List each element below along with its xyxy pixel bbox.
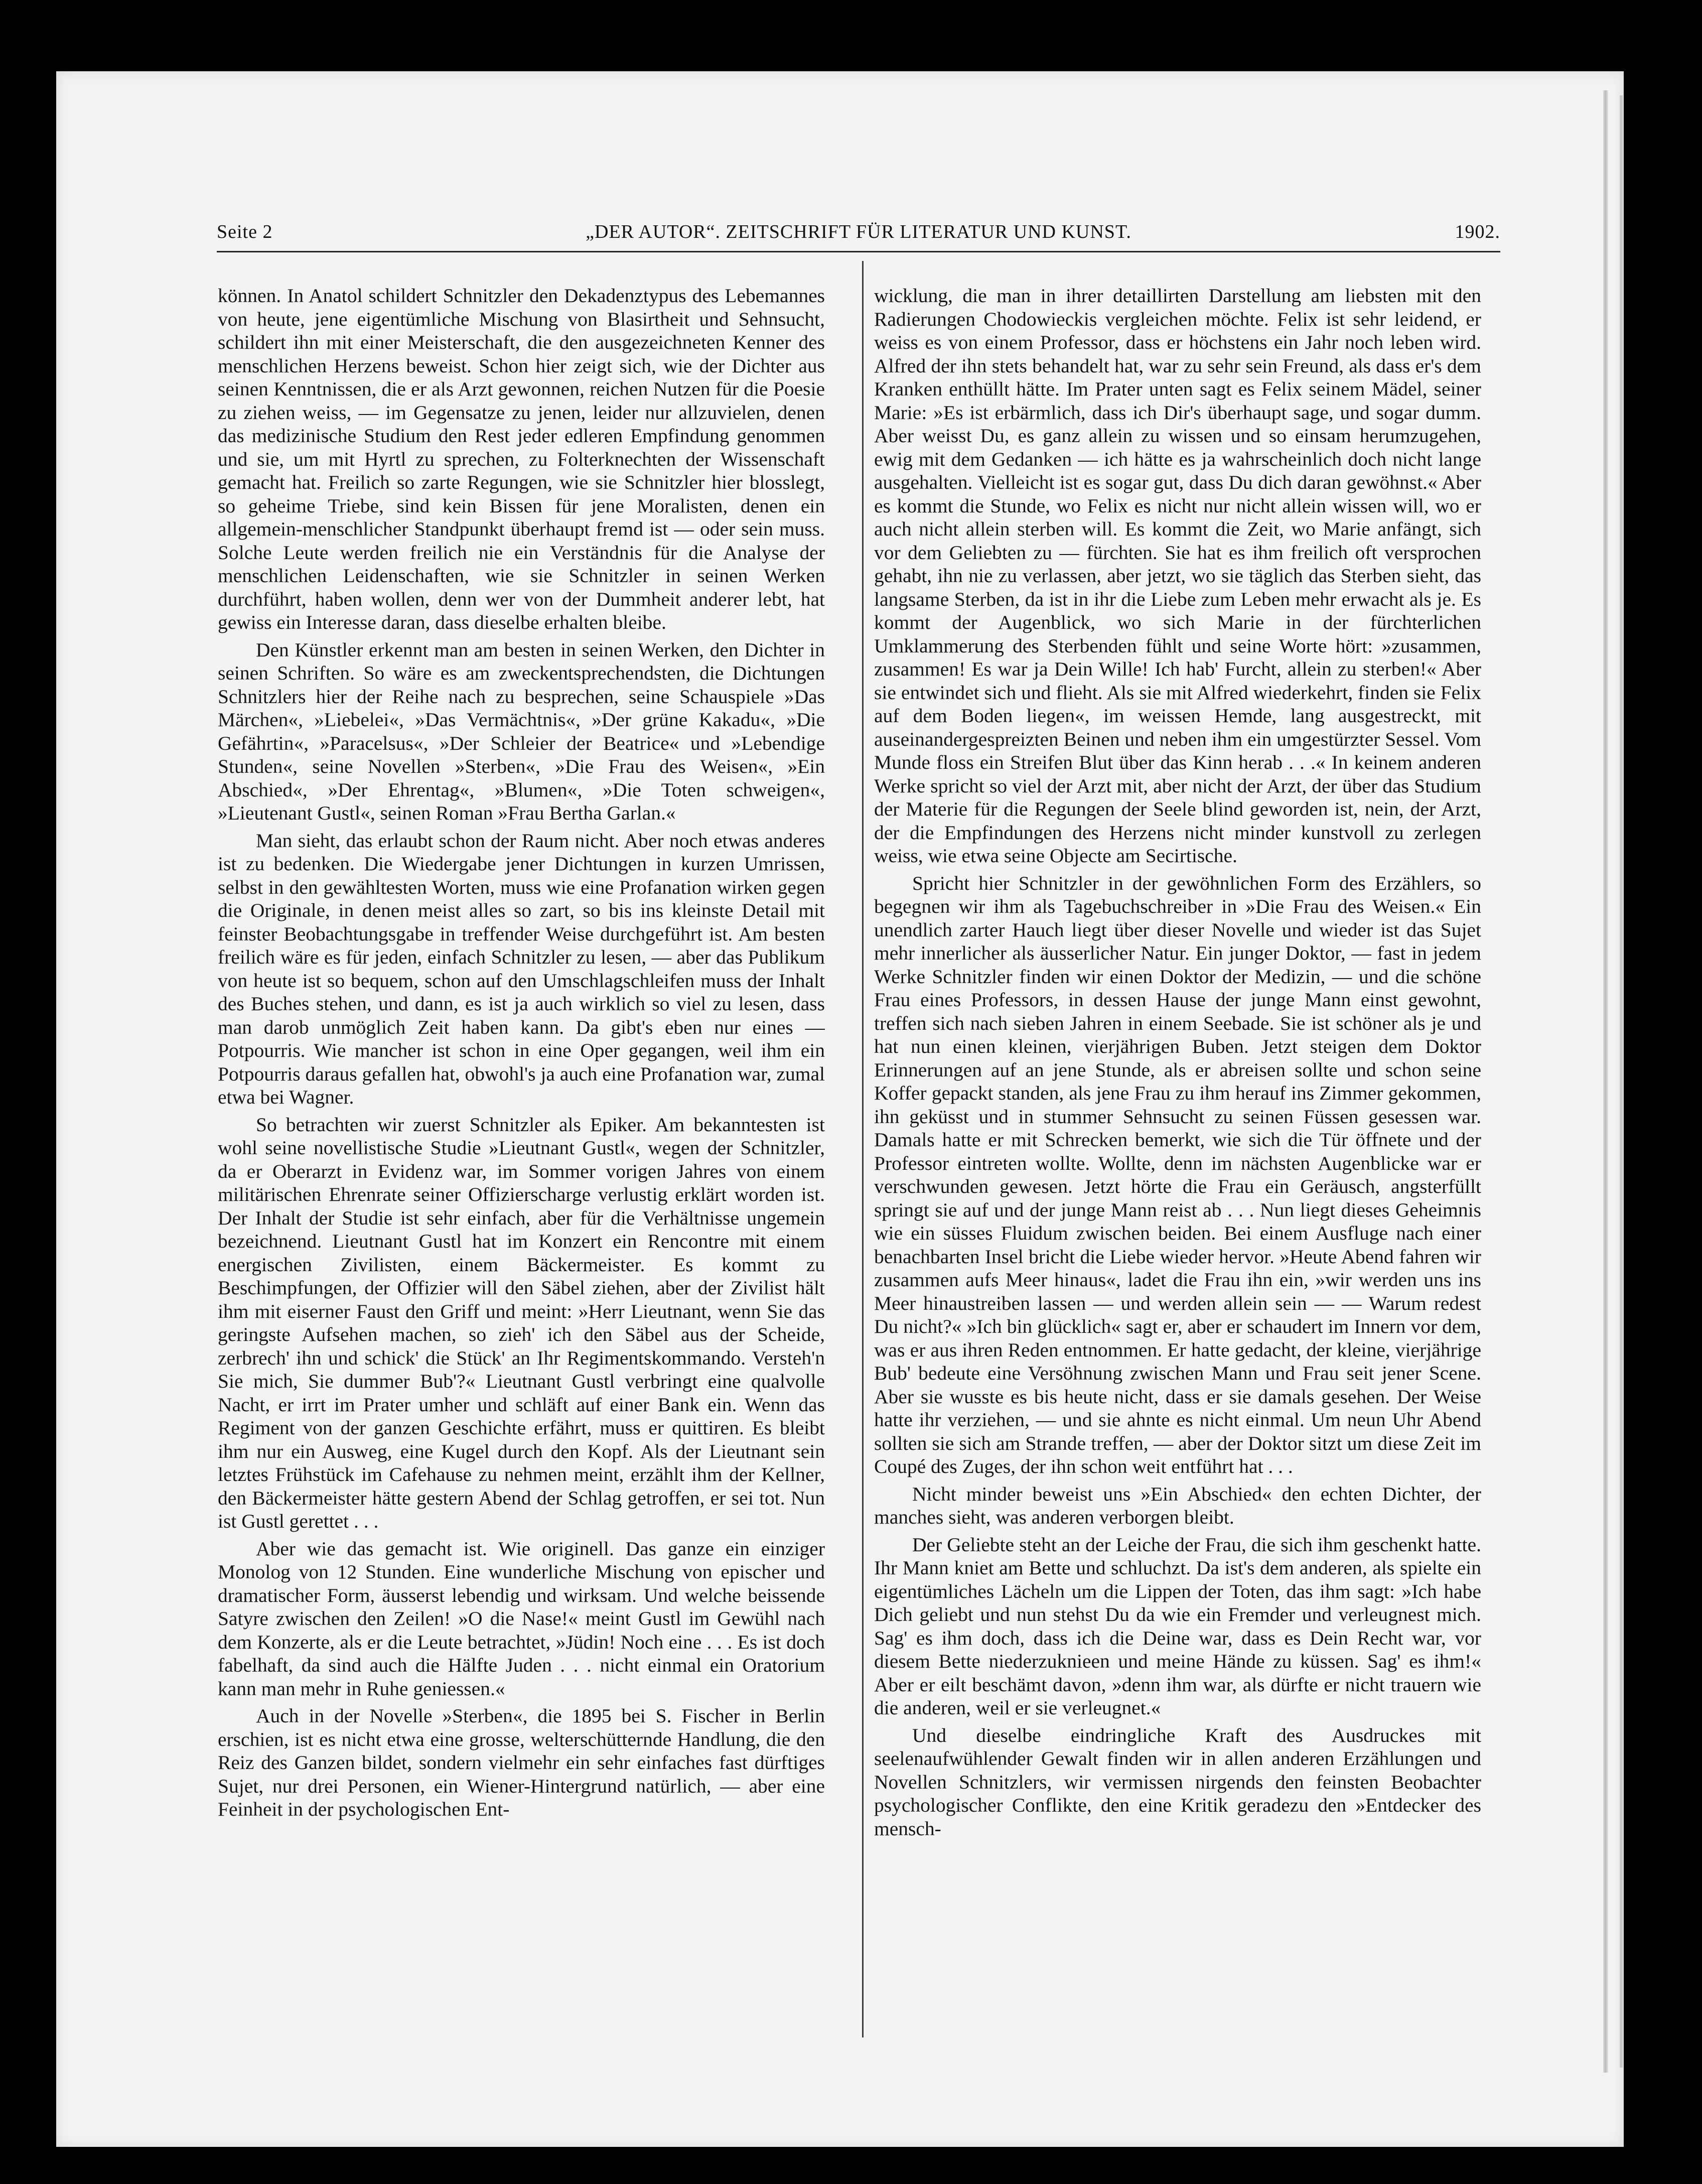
paragraph: Nicht minder beweist uns »Ein Abschied« den echten Dichter, der manches sieht, was anderen verborgen bleibt. [874,1482,1481,1528]
paragraph: wicklung, die man in ihrer detaillirten Darstellung am liebsten mit den Radierungen Chodowieckis vergleichen möchte. Felix ist sehr leidend, er weiss es von einem Professor, dass er höchstens ein Jahr noch leben wird. Alfred der ihn stets behandelt hat, war zu sehr sein Freund, als dass er's dem Kranken enthüllt hätte. Im Prater unten sagt es Felix seinem Mädel, seiner Marie: »Es ist erbärmlich, dass ich Dir's überhaupt sage, und sogar dumm. Aber weisst Du, es ganz allein zu wissen und so einsam herumzugehen, ewig mit dem Gedanken — ich hätte es ja wahrscheinlich doch nicht lange ausgehalten. Vielleicht ist es sogar gut, dass Du dich daran gewöhnst.« Aber es kommt die Stunde, wo Felix es nicht nur nicht allein wissen will, wo er auch nicht allein sterben will. Es kommt die Zeit, wo Marie anfängt, sich vor dem Geliebten zu — fürchten. Sie hat es ihm freilich oft versprochen gehabt, ihn nie zu verlassen, aber jetzt, wo sie täglich das Sterben sieht, das langsame Sterben, da ist in ihr die Liebe zum Leben mehr erwacht als je. Es kommt der Augenblick, wo sich Marie in der fürchterlichen Umklammerung des Sterbenden fühlt und seine Worte hört: »zusammen, zusammen! Es war ja Dein Wille! Ich hab' Furcht, allein zu sterben!« Aber sie entwindet sich und flieht. Als sie mit Alfred wiederkehrt, finden sie Felix auf dem Boden liegen«, im weissen Hemde, lang ausgestreckt, mit auseinandergespreizten Beinen und neben ihm ein umgestürzter Sessel. Vom Munde floss ein Streifen Blut über das Kinn herab . . .« In keinem anderen Werke spricht so viel der Arzt mit, aber nicht der Arzt, der über das Studium der Materie für die Regungen der Seele blind geworden ist, nein, der Arzt, der die Empfindungen des Herzens nicht minder kunstvoll zu zerlegen weiss, wie etwa seine Objecte am Secirtische. [874,285,1481,867]
paragraph: Und dieselbe eindringliche Kraft des Ausdruckes mit seelenaufwühlender Gewalt finden wir in allen anderen Erzählungen und Novellen Schnitzlers, wir vermissen nirgends den feinsten Beobachter psychologischer Conflikte, den eine Kritik geradezu den »Entdecker des mensch- [874,1724,1481,1840]
journal-title: „DER AUTOR“. ZEITSCHRIFT FÜR LITERATUR UND KUNST. [586,221,1131,242]
page-number: Seite 2 [217,221,273,242]
paragraph: Spricht hier Schnitzler in der gewöhnlichen Form des Erzählers, so begegnen wir ihm als Tagebuchschreiber in »Die Frau des Weisen.« Ein unendlich zarter Hauch liegt über dieser Novelle und wieder ist das Sujet mehr innerlicher als äusserlicher Natur. Ein junger Doktor, — fast in jedem Werke Schnitzler finden wir einen Doktor der Medizin, — und die schöne Frau eines Professors, in dessen Hause der junge Mann einst gewohnt, treffen sich nach sieben Jahren in einem Seebade. Sie ist schöner als je und hat nun einen kleinen, vierjährigen Buben. Jetzt steigen dem Doktor Erinnerungen auf an jene Stunde, als er abreisen sollte und schon seine Koffer gepackt standen, als jene Frau zu ihm herauf ins Zimmer gekommen, ihn geküsst und in stummer Sehnsucht zu seinen Füssen gesessen war. Damals hatte er mit Schrecken bemerkt, wie sich die Tür öffnete und der Professor eintreten wollte. Wollte, denn im nächsten Augenblicke war er verschwunden gewesen. Jetzt hörte die Frau ein Geräusch, angsterfüllt springt sie auf und der junge Mann reist ab . . . Nun liegt dieses Geheimnis wie ein süsses Fluidum zwischen beiden. Bei einem Ausfluge nach einer benachbarten Insel bricht die Liebe wieder hervor. »Heute Abend fahren wir zusammen aufs Meer hinaus«, ladet die Frau ihn ein, »wir werden uns ins Meer hinaustreiben lassen — und werden allein sein — — Warum redest Du nicht?« »Ich bin glücklich« sagt er, aber er schaudert im Innern vor dem, was er aus ihren Reden entnommen. Er hatte gedacht, der kleine, vierjährige Bub' bedeute eine Versöhnung zwischen Mann und Frau seit jener Scene. Aber sie wusste es bis heute nicht, dass er sie damals gesehen. Der Weise hatte ihr verziehen, — und sie ahnte es nicht einmal. Um neun Uhr Abend sollten sie sich am Strande treffen, — aber der Doktor sitzt um diese Zeit im Coupé des Zuges, der ihn schon weit entführt hat . . . [874,872,1481,1477]
page-edge-shadow [1603,90,1608,2073]
publication-year: 1902. [1455,221,1500,242]
column-divider [862,261,864,2037]
header-rule [217,251,1500,252]
paragraph: So betrachten wir zuerst Schnitzler als Epiker. Am bekanntesten ist wohl seine novellistische Studie »Lieutnant Gustl«, wegen der Schnitzler, da er Oberarzt in Evidenz war, im Sommer vorigen Jahres von einem militärischen Ehrenrate seiner Offizierscharge verlustig erklärt worden ist. Der Inhalt der Studie ist sehr einfach, aber für die Verhältnisse ungemein bezeichnend. Lieutnant Gustl hat im Konzert ein Rencontre mit einem energischen Zivilisten, einem Bäckermeister. Es kommt zu Beschimpfungen, der Offizier will den Säbel ziehen, aber der Zivilist hält ihm mit eiserner Faust den Griff und meint: »Herr Lieutnant, wenn Sie das geringste Aufsehen machen, so zieh' ich den Säbel aus der Scheide, zerbrech' ihn und schick' die Stück' an Ihr Regimentskommando. Versteh'n Sie mich, Sie dummer Bub'?« Lieutnant Gustl verbringt eine qualvolle Nacht, er irrt im Prater umher und schläft auf einer Bank ein. Wenn das Regiment von der ganzen Geschichte erfährt, muss er quittiren. Es bleibt ihm nur ein Ausweg, eine Kugel durch den Kopf. Als der Lieutnant sein letztes Frühstück im Cafehause zu nehmen meint, erzählt ihm der Kellner, den Bäckermeister hätte gestern Abend der Schlag getroffen, er sei tot. Nun ist Gustl gerettet . . . [218,1113,825,1532]
paragraph: Aber wie das gemacht ist. Wie originell. Das ganze ein einziger Monolog von 12 Stunden. Eine wunderliche Mischung von epischer und dramatischer Form, äusserst lebendig und wirksam. Und welche beissende Satyre zwischen den Zeilen! »O die Nase!« meint Gustl im Gewühl nach dem Konzerte, als er die Leute betrachtet, »Jüdin! Noch eine . . . Es ist doch fabelhaft, da sind auch die Hälfte Juden . . . nicht einmal ein Oratorium kann man mehr in Ruhe geniessen.« [218,1537,825,1700]
paragraph: Der Geliebte steht an der Leiche der Frau, die sich ihm geschenkt hatte. Ihr Mann kniet am Bette und schluchzt. Da ist's dem anderen, als spielte ein eigentümliches Lächeln um die Lippen der Toten, das ihm sagt: »Ich habe Dich geliebt und nun stehst Du da wie ein Fremder und verleugnest mich. Sag' es ihm doch, dass ich die Deine war, dass es Dein Recht war, vor diesem Bette niederzuknieen und meine Hände zu küssen. Sag' es ihm!« Aber er eilt beschämt davon, »denn ihm war, als dürfte er nicht trauern wie die anderen, weil er sie verleugnet.« [874,1533,1481,1719]
right-column [874,284,1481,2025]
paragraph: Den Künstler erkennt man am besten in seinen Werken, den Dichter in seinen Schriften. So wäre es am zweckentsprechendsten, die Dichtungen Schnitzlers hier der Reihe nach zu besprechen, seine Schauspiele »Das Märchen«, »Liebelei«, »Das Vermächtnis«, »Der grüne Kakadu«, »Die Gefährtin«, »Paracelsus«, »Der Schleier der Beatrice« und »Lebendige Stunden«, seine Novellen »Sterben«, »Die Frau des Weisen«, »Ein Abschied«, »Der Ehrentag«, »Blumen«, »Die Toten schweigen«, »Lieutenant Gustl«, seinen Roman »Frau Bertha Garlan.« [218,638,825,824]
paragraph: Auch in der Novelle »Sterben«, die 1895 bei S. Fischer in Berlin erschien, ist es nicht etwa eine grosse, welterschütternde Handlung, die den Reiz des Ganzen bildet, sondern vielmehr ein sehr einfaches fast dürftiges Sujet, nur drei Personen, ein Wiener-Hintergrund natürlich, — aber eine Feinheit in der psychologischen Ent- [218,1705,825,1820]
running-header [217,221,1500,251]
paragraph: können. In Anatol schildert Schnitzler den Dekadenztypus des Lebemannes von heute, jene eigentümliche Mischung von Blasirtheit und Sehnsucht, schildert ihn mit einer Meisterschaft, die den ausgezeichneten Kenner des menschlichen Herzens beweist. Schon hier zeigt sich, wie der Dichter aus seinen Kenntnissen, die er als Arzt gewonnen, reichen Nutzen für die Poesie zu ziehen weiss, — im Gegensatze zu jenen, leider nur allzuvielen, denen das medizinische Studium den Rest jeder edleren Empfindung genommen und sie, um mit Hyrtl zu sprechen, zu Folterknechten der Wissenschaft gemacht hat. Freilich so zarte Regungen, wie sie Schnitzler hier blosslegt, so geheime Triebe, sind kein Bissen für jene Moralisten, denen ein allgemein-menschlicher Standpunkt überhaupt fremd ist — oder sein muss. Solche Leute werden freilich nie ein Verständnis für die Analyse der menschlichen Leidenschaften, wie sie Schnitzler in seinen Werken durchführt, haben wollen, denn wer von der Dummheit anderer lebt, hat gewiss ein Interesse daran, dass dieselbe erhalten bleibe. [218,285,825,633]
left-column [218,284,825,2025]
paragraph: Man sieht, das erlaubt schon der Raum nicht. Aber noch etwas anderes ist zu bedenken. Die Wiedergabe jener Dichtungen in kurzen Umrissen, selbst in den gewähltesten Worten, muss wie eine Profanation wirken gegen die Originale, in denen meist alles so zart, so bis ins kleinste Detail mit feinster Beobachtungsgabe in treffender Weise durchgeführt ist. Am besten freilich wäre es für jeden, einfach Schnitzler zu lesen, — aber das Publikum von heute ist so bequem, schon auf den Umschlagschleifen muss der Inhalt des Buches stehen, und dann, es ist ja auch wirklich so viel zu lesen, dass man darob unmöglich Zeit haben kann. Da gibt's eben nur eines — Potpourris. Wie mancher ist schon in eine Oper gegangen, weil ihm ein Potpourris daraus gefallen hat, obwohl's ja auch eine Profanation war, zumal etwa bei Wagner. [218,829,825,1108]
page-edge-shadow-2 [1620,95,1623,2068]
